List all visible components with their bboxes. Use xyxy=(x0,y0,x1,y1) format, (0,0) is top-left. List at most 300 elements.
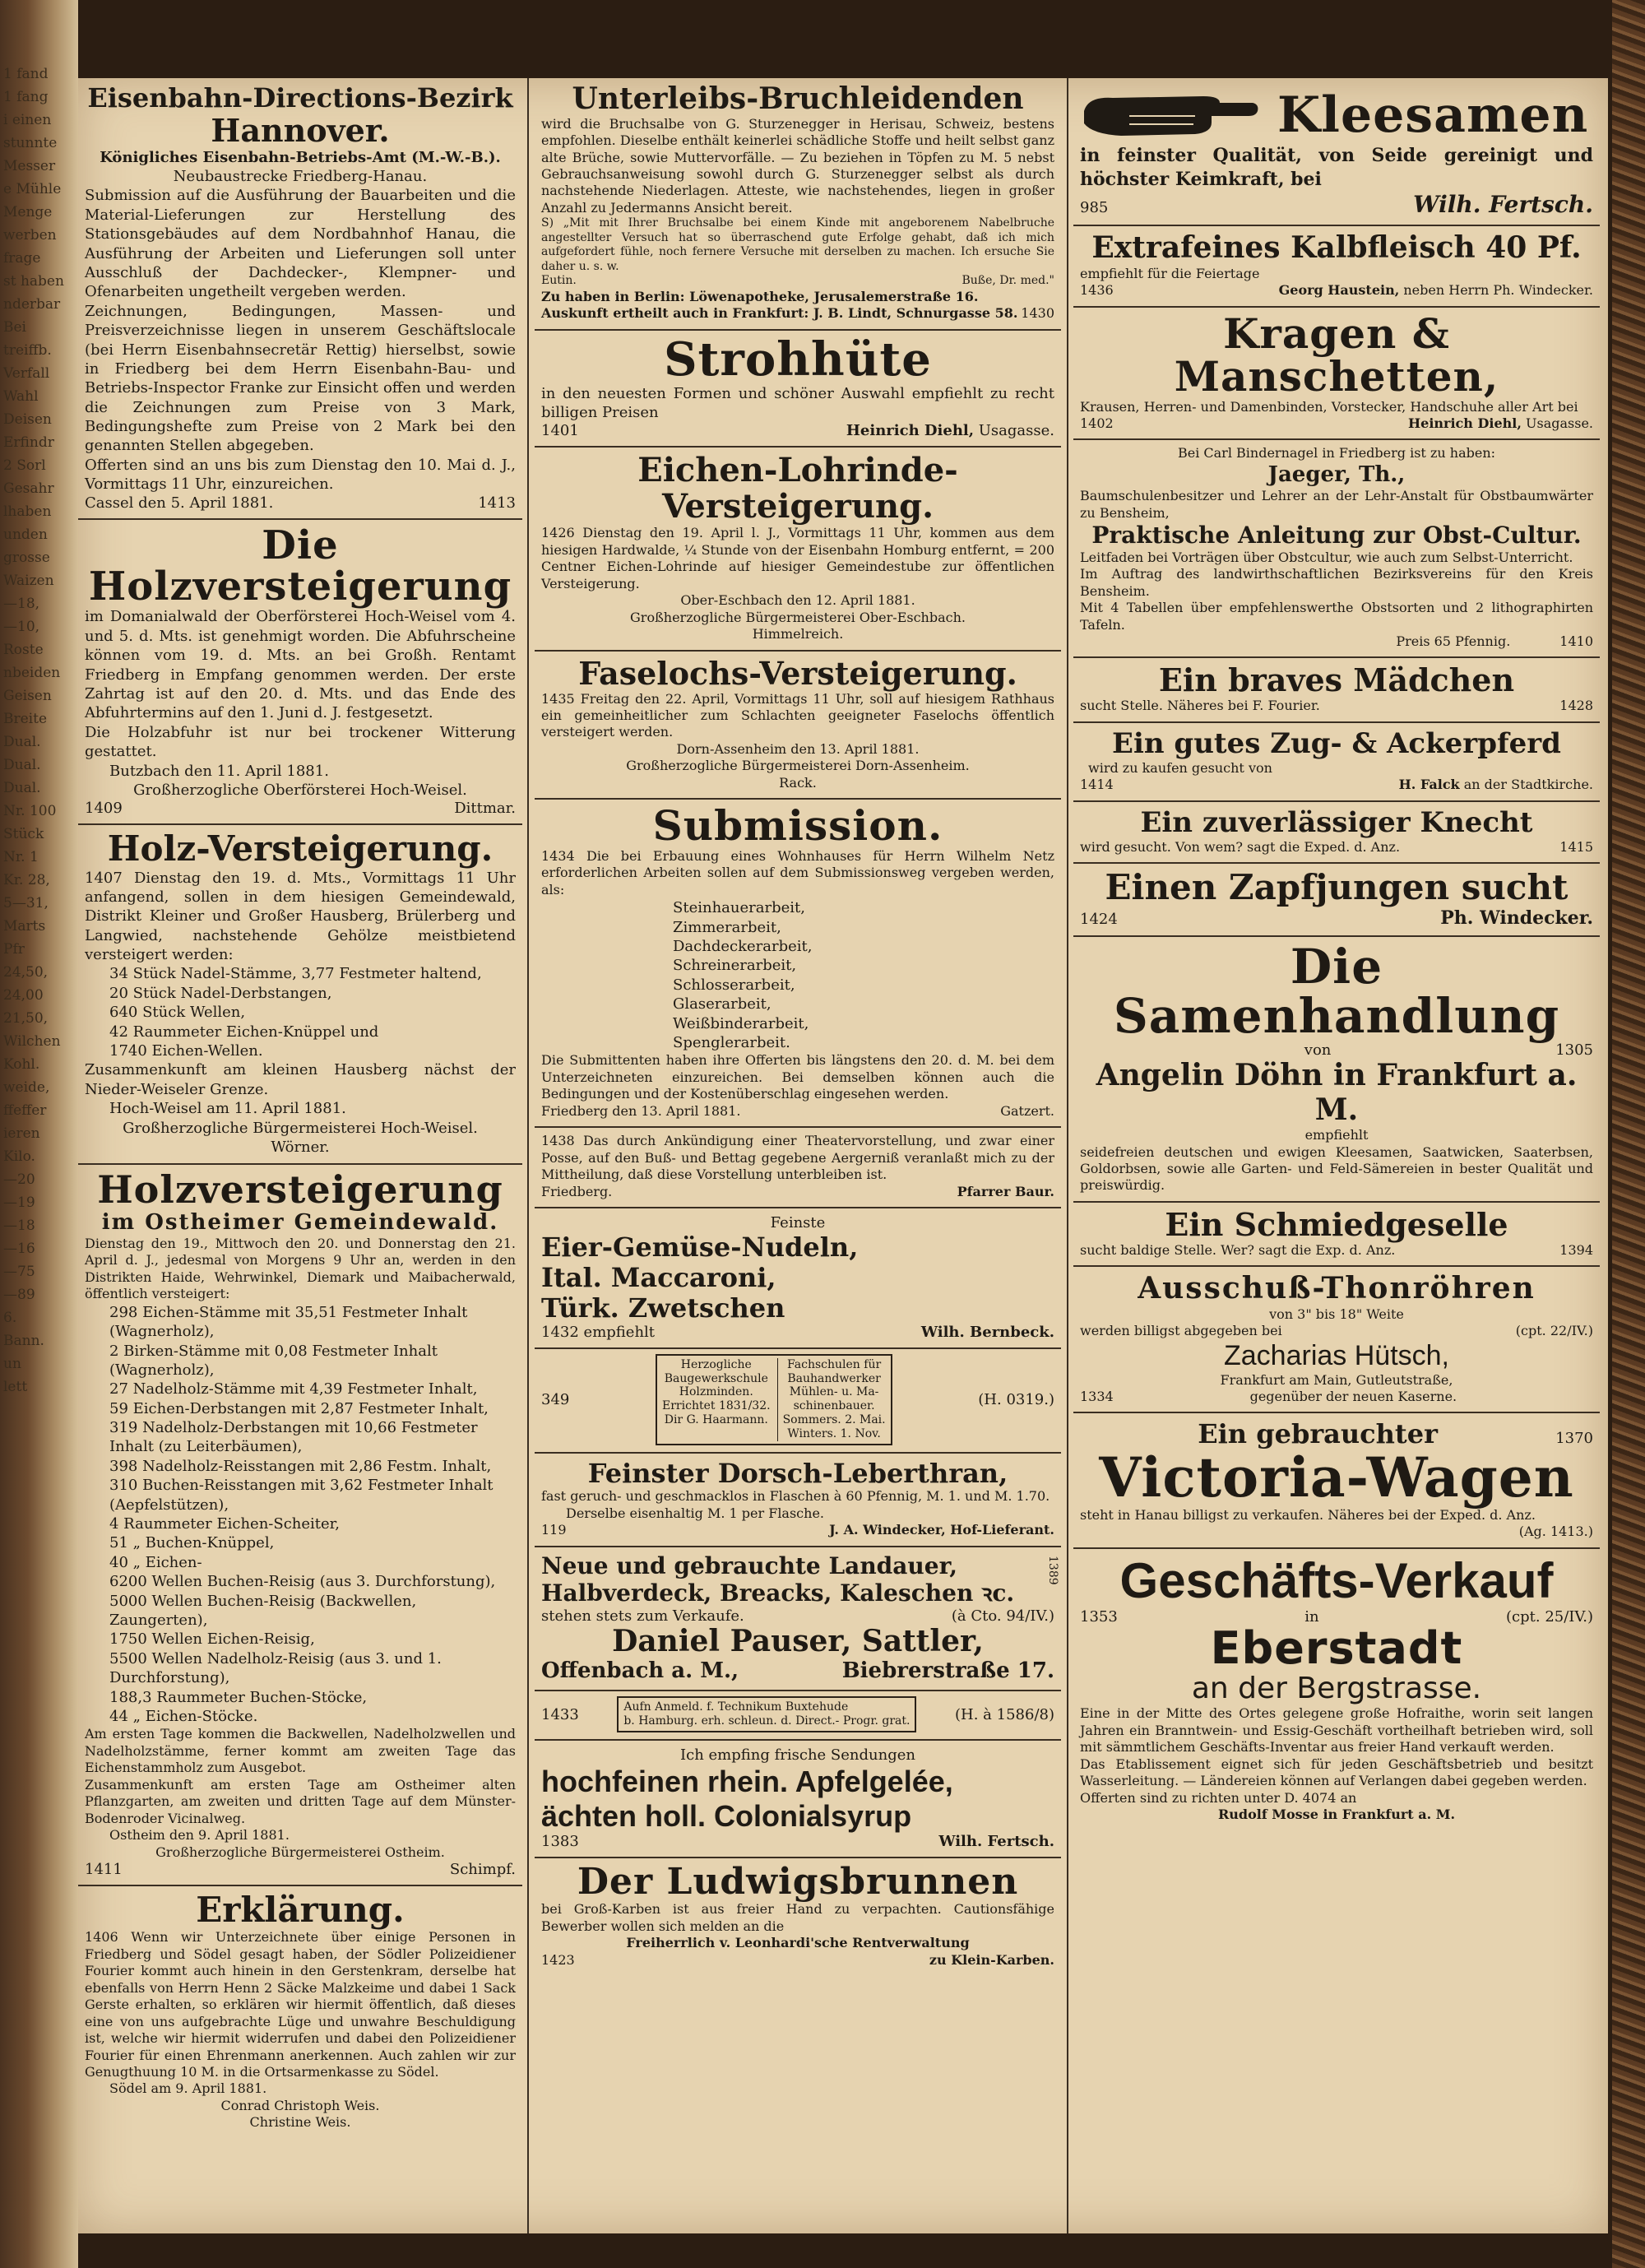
edge-text: —75 xyxy=(3,1264,35,1280)
list-item: 42 Raummeter Eichen-Knüppel und xyxy=(109,1023,379,1041)
ad-baugewerkschule xyxy=(535,1349,1061,1454)
edge-text: Nr. 100 xyxy=(3,803,57,819)
edge-text: Kilo. xyxy=(3,1148,35,1165)
ad-testimonial-sign: Buße, Dr. med." xyxy=(962,274,1054,288)
edge-text: weide, xyxy=(3,1079,50,1096)
ad-knecht xyxy=(1073,802,1600,865)
ad-ludwigsbrunnen xyxy=(535,1858,1061,1975)
book-binding xyxy=(0,0,78,2268)
edge-text: 1 fang xyxy=(3,89,49,105)
ad-eisenbahn xyxy=(78,78,522,520)
list-item: 5500 Wellen Nadelholz-Reisig (aus 3. und 1. Durchforstung), xyxy=(109,1649,442,1687)
column-middle xyxy=(535,78,1061,1975)
edge-text: werben xyxy=(3,227,57,243)
ad-text: in feinster Qualität, von Seide gereinigt und höchster Keimkraft, bei xyxy=(1080,145,1593,190)
ad-number: 1433 xyxy=(541,1705,579,1723)
ad-name: Wilh. Fertsch. xyxy=(938,1833,1054,1851)
box-line: b. Hamburg. erh. schleun. d. Direct.- Progr. grat. xyxy=(623,1714,911,1728)
ad-address: gegenüber der neuen Kaserne. xyxy=(1249,1389,1457,1404)
ad-text: werden billigst abgegeben bei xyxy=(1080,1323,1282,1339)
ad-place-date: Ostheim den 9. April 1881. xyxy=(109,1827,290,1844)
box-line: Errichtet 1831/32. xyxy=(662,1399,771,1413)
ad-text: sucht baldige Stelle. Wer? sagt die Exp. d. Anz. xyxy=(1080,1241,1396,1258)
ad-heading: Faselochs-Versteigerung. xyxy=(578,654,1017,692)
edge-text: e Mühle xyxy=(3,181,62,197)
list-item: Steinhauerarbeit, xyxy=(673,899,805,917)
ad-holzversteigerung-ostheim xyxy=(78,1165,522,1886)
ad-box-left xyxy=(662,1358,771,1441)
ad-maedchen xyxy=(1073,658,1600,722)
edge-text: Nr. 1 xyxy=(3,849,39,865)
ad-eichen-lohrinde xyxy=(535,448,1061,651)
list-item: 20 Stück Nadel-Derbstangen, xyxy=(109,984,332,1002)
ad-number: 1305 xyxy=(1555,1041,1593,1060)
ad-name: H. Falck xyxy=(1398,777,1460,793)
ad-number: 349 xyxy=(541,1390,570,1408)
ad-text: Rudolf Mosse in Frankfurt a. M. xyxy=(1217,1807,1456,1823)
ad-place-date: Cassel den 5. April 1881. xyxy=(85,494,274,512)
ad-text: Submission auf die Ausführung der Bauarbeiten und die Material-Lieferungen zur Herstellung des Stationsgebäudes auf dem Nordbahnhof Hanau, die Ausführung der Arbeiten und Lieferungen soll unter Ausschluß der Dachdecker-, Klempner- und Ofenarbeiten ungetheilt vergeben werden. xyxy=(85,187,516,301)
ad-text: Eine in der Mitte des Ortes gelegene große Hofraithe, worin seit langen Jahren ein Branntwein- und Essig-Geschäft vortheilhaft betrieben wird, soll mit sämmtlichem Geschäfts-Inventar aus freier Hand verkauft werden. xyxy=(1080,1705,1593,1755)
ad-number: 1370 xyxy=(1555,1430,1593,1448)
edge-text: 6. xyxy=(3,1310,17,1326)
ad-testimonial: S) „Mit mit Ihrer Bruchsalbe bei einem Kinde mit angeborenem Nabelbruche angestellter Versuch hat so überraschend gute Erfolge gehabt, daß ich mich aufgefordert fühle, noch fernere Versuche mit derselben zu machen. Ich ersuche Sie daher u. s. w. xyxy=(541,216,1054,273)
list-item: 34 Stück Nadel-Stämme, 3,77 Festmeter haltend, xyxy=(109,965,482,983)
ad-text: wird gesucht. Von wem? sagt die Exped. d. Anz. xyxy=(1080,838,1401,855)
edge-text: Marts xyxy=(3,918,46,935)
ad-reference: (à Cto. 94/IV.) xyxy=(951,1607,1054,1626)
ad-name: Heinrich Diehl, xyxy=(846,422,975,440)
ad-signature: Christine Weis. xyxy=(249,2114,351,2131)
ad-heading: Die Holzversteigerung xyxy=(88,522,512,610)
newspaper-page xyxy=(78,78,1608,2233)
ad-text: Im Auftrag des landwirthschaftlichen Bezirksvereins für den Kreis Bensheim. xyxy=(1080,566,1593,599)
ad-number: 119 xyxy=(541,1522,567,1538)
list-item: 5000 Wellen Buchen-Reisig (Backwellen, Zaungerten), xyxy=(109,1592,417,1629)
ad-box xyxy=(656,1354,892,1445)
edge-text: Roste xyxy=(3,642,44,658)
ad-authority: Großherzogliche Bürgermeisterei Ober-Eschbach. xyxy=(630,609,966,625)
ad-heading: Hannover. xyxy=(211,111,390,149)
ad-number: 1410 xyxy=(1559,633,1593,649)
edge-text: frage xyxy=(3,250,41,267)
edge-text: Kr. 28, xyxy=(3,872,50,888)
ad-leberthran xyxy=(535,1454,1061,1547)
ad-number: 1334 xyxy=(1080,1389,1114,1404)
box-line: Mühlen- u. Ma- xyxy=(789,1385,879,1399)
edge-text: Deisen xyxy=(3,411,52,428)
ad-address: Frankfurt am Main, Gutleutstraße, xyxy=(1220,1371,1453,1388)
ad-text: Dienstag den 19., Mittwoch den 20. und Donnerstag den 21. April d. J., jedesmal von Morgens 9 Uhr an, werden in den Distrikten Haide, Wehrwinkel, Diemark und Maibacherwald, öffentlich versteigert: xyxy=(85,1235,516,1302)
list-item: 6200 Wellen Buchen-Reisig (aus 3. Durchforstung), xyxy=(109,1573,496,1591)
ad-address: Biebrerstraße 17. xyxy=(841,1658,1054,1684)
ad-number: 1401 xyxy=(541,422,579,440)
edge-text: nbeiden xyxy=(3,665,61,681)
ad-heading: Angelin Döhn in Frankfurt a. M. xyxy=(1096,1058,1578,1127)
ad-holz-versteigerung xyxy=(78,825,522,1165)
box-line: Herzogliche xyxy=(680,1357,752,1371)
edge-text: —18 xyxy=(3,1217,35,1234)
ad-reference: (H. à 1586/8) xyxy=(955,1705,1054,1723)
ad-place-date: Butzbach den 11. April 1881. xyxy=(109,762,329,780)
ad-text: Zusammenkunft am ersten Tage am Ostheimer alten Pflanzgarten, am zweiten und dritten Tage auf dem Münster-Bodenroder Vicinalweg. xyxy=(85,1776,516,1826)
edge-text: st haben xyxy=(3,273,64,290)
ad-victoria-wagen xyxy=(1073,1413,1600,1548)
ad-heading: Ein zuverlässiger Knecht xyxy=(1140,805,1533,839)
ad-number: 1432 xyxy=(541,1323,579,1341)
list-item: 51 „ Buchen-Knüppel, xyxy=(109,1534,275,1552)
ad-heading: Ein braves Mädchen xyxy=(1158,661,1515,699)
ad-samenhandlung xyxy=(1073,937,1600,1203)
list-item: Dachdeckerarbeit, xyxy=(673,938,813,955)
ad-heading: Erklärung. xyxy=(196,1890,405,1931)
ad-text: von 3" bis 18" Weite xyxy=(1269,1306,1404,1322)
ad-subheading: Königliches Eisenbahn-Betriebs-Amt (M.-W.-B.). xyxy=(100,148,501,166)
ad-text: seidefreien deutschen und ewigen Kleesamen, Saatwicken, Saaterbsen, Goldorbsen, sowie alle Garten- und Feld-Sämereien in bester Qualität und preiswürdig. xyxy=(1080,1143,1593,1194)
book-cover-edge xyxy=(1612,0,1645,2268)
edge-text: Pfr xyxy=(3,941,25,958)
box-line: Fachschulen für xyxy=(787,1357,882,1371)
box-line: Aufn Anmeld. f. Technikum Buxtehude xyxy=(623,1700,849,1714)
ad-signature: Wörner. xyxy=(271,1138,330,1156)
ad-place-date: Ober-Eschbach den 12. April 1881. xyxy=(680,592,915,609)
ad-text: 1434 Die bei Erbauung eines Wohnhauses für Herrn Wilhelm Netz erforderlichen Arbeiten sollen auf dem Submissionsweg vergeben werden, als: xyxy=(541,847,1054,897)
list-item: 27 Nadelholz-Stämme mit 4,39 Festmeter Inhalt, xyxy=(109,1380,478,1398)
ad-authority: Großherzogliche Bürgermeisterei Ostheim. xyxy=(155,1844,445,1860)
box-line: Baugewerkschule xyxy=(664,1371,768,1385)
edge-text: —89 xyxy=(3,1287,35,1303)
list-item: Zimmerarbeit, xyxy=(673,918,781,936)
edge-text: 24,00 xyxy=(3,987,44,1004)
ad-name: J. A. Windecker, Hof-Lieferant. xyxy=(829,1522,1054,1538)
list-item: Weißbinderarbeit, xyxy=(673,1014,809,1032)
ad-address: Offenbach a. M., xyxy=(541,1658,739,1684)
ad-price: Preis 65 Pfennig. xyxy=(1396,633,1511,649)
ad-schmiedgeselle xyxy=(1073,1203,1600,1267)
ad-strohhuete xyxy=(535,331,1061,448)
edge-text: 21,50, xyxy=(3,1010,49,1027)
ad-number: 1415 xyxy=(1559,838,1593,855)
ad-reference: (cpt. 25/IV.) xyxy=(1506,1607,1593,1626)
edge-text: —16 xyxy=(3,1241,35,1257)
list-item: Spenglerarbeit. xyxy=(673,1033,790,1051)
column-rule xyxy=(1067,78,1068,2233)
ad-number: 1353 xyxy=(1080,1607,1118,1626)
ad-number: 1414 xyxy=(1080,777,1114,793)
ad-number: 1409 xyxy=(85,800,123,818)
ad-item-list xyxy=(541,898,1054,1052)
ad-text: 1435 Freitag den 22. April, Vormittags 11 Uhr, soll auf hiesigem Rathhaus ein gemeinheitlicher zum Schlachten geeigneter Faselochs öffentlich versteigert werden. xyxy=(541,690,1054,740)
ad-heading: Kragen & Manschetten, xyxy=(1174,308,1499,401)
ad-subheading: Neubaustrecke Friedberg-Hanau. xyxy=(173,167,428,185)
ad-text: Baumschulenbesitzer und Lehrer an der Lehr-Anstalt für Obstbaumwärter zu Bensheim, xyxy=(1080,488,1593,521)
column-left xyxy=(78,78,522,2138)
ad-name: Ph. Windecker. xyxy=(1440,907,1593,929)
ad-number: 1411 xyxy=(85,1861,123,1879)
ad-text: Freiherrlich v. Leonhardi'sche Rentverwaltung xyxy=(626,1935,970,1951)
ad-text: Krausen, Herren- und Damenbinden, Vorstecker, Handschuhe aller Art bei xyxy=(1080,398,1578,415)
list-item: Glaserarbeit, xyxy=(673,995,772,1013)
ad-heading: Extrafeines Kalbfleisch 40 Pf. xyxy=(1091,230,1582,266)
ad-place-date: Friedberg den 13. April 1881. xyxy=(541,1102,741,1119)
ad-kragen xyxy=(1073,308,1600,441)
ad-heading: Strohhüte xyxy=(664,332,932,387)
ad-obstcultur xyxy=(1073,440,1600,658)
ad-signature: Rack. xyxy=(779,774,817,791)
ad-signature: Schimpf. xyxy=(449,1861,516,1879)
ad-heading: Victoria-Wagen xyxy=(1099,1445,1574,1510)
ad-heading: Eier-Gemüse-Nudeln, xyxy=(541,1231,859,1264)
ad-signature: Gatzert. xyxy=(1000,1102,1054,1119)
ad-heading: Der Ludwigsbrunnen xyxy=(577,1861,1019,1904)
ad-text: in den neuesten Formen und schöner Auswahl empfiehlt zu recht billigen Preisen xyxy=(541,384,1054,422)
edge-text: Breite xyxy=(3,711,48,727)
ad-name: Daniel Pauser, Sattler, xyxy=(612,1624,984,1659)
edge-text: —20 xyxy=(3,1171,35,1188)
list-item: 59 Eichen-Derbstangen mit 2,87 Festmeter Inhalt, xyxy=(109,1399,489,1417)
box-line: Bauhandwerker xyxy=(787,1371,881,1385)
ad-landauer xyxy=(535,1547,1061,1692)
edge-text: Messer xyxy=(3,158,56,174)
ad-holzversteigerung-hochweisel xyxy=(78,520,522,826)
edge-text: Waizen xyxy=(3,573,54,589)
ad-heading: hochfeinen rhein. Apfelgelée, xyxy=(541,1765,953,1799)
edge-text: i einen xyxy=(3,112,52,128)
ad-erklaerung xyxy=(78,1886,522,2138)
ad-heading: Einen Zapfjungen sucht xyxy=(1105,867,1569,908)
ad-number: 1394 xyxy=(1559,1241,1593,1258)
ad-heading: Praktische Anleitung zur Obst-Cultur. xyxy=(1091,522,1582,550)
edge-text: stunnte xyxy=(3,135,58,151)
ad-heading: Jaeger, Th., xyxy=(1267,461,1406,487)
ad-authority: Großherzogliche Oberförsterei Hoch-Weisel. xyxy=(133,781,467,799)
edge-text: Bann. xyxy=(3,1333,44,1349)
ad-address: neben Herrn Ph. Windecker. xyxy=(1403,282,1593,299)
ad-name: Heinrich Diehl, xyxy=(1408,415,1522,431)
ad-text: steht in Hanau billigst zu verkaufen. Näheres bei der Exped. d. Anz. xyxy=(1080,1506,1536,1523)
ad-faselochs xyxy=(535,652,1061,800)
ad-address: an der Stadtkirche. xyxy=(1463,777,1593,793)
ad-text: Mit 4 Tabellen über empfehlenswerthe Obstsorten und 2 lithographirten Tafeln. xyxy=(1080,600,1593,633)
ad-theater xyxy=(535,1128,1061,1208)
ad-number: 1413 xyxy=(478,494,516,512)
edge-text: Dual. xyxy=(3,780,41,796)
ad-text: Bei Carl Bindernagel in Friedberg ist zu haben: xyxy=(1177,445,1496,461)
ad-text: von xyxy=(1304,1041,1332,1060)
ad-heading: Ein Schmiedgeselle xyxy=(1165,1205,1508,1243)
ad-text: empfiehlt xyxy=(583,1323,656,1341)
ad-reference: (H. 0319.) xyxy=(978,1390,1054,1408)
edge-text: nderbar xyxy=(3,296,61,313)
ad-text: im Domanialwald der Oberförsterei Hoch-Weisel vom 4. und 5. d. Mts. ist genehmigt worden. Die Abfuhrscheine können vom 19. d. Mts. an bei Großh. Rentamt Friedberg in Empfang genommen werden. Der erste Zahrtag ist auf den 20. d. Mts. und das Ende des Abfuhrtermins auf den 1. Juni d. J. festgesetzt. xyxy=(85,608,516,722)
ad-box xyxy=(617,1696,916,1732)
edge-text: Wahl xyxy=(3,388,39,405)
edge-text: ffeffer xyxy=(3,1102,47,1119)
box-line: schinenbauer. xyxy=(793,1399,875,1413)
pointing-hand-icon xyxy=(1080,86,1261,144)
list-item: 2 Birken-Stämme mit 0,08 Festmeter Inhalt (Wagnerholz), xyxy=(109,1342,438,1379)
ad-heading: ächten holl. Colonialsyrup xyxy=(541,1798,912,1833)
ad-text: sucht Stelle. Näheres bei F. Fourier. xyxy=(1080,698,1320,714)
ad-address: Usagasse. xyxy=(978,422,1054,440)
edge-text: 24,50, xyxy=(3,964,49,981)
ad-heading: Unterleibs-Bruchleidenden xyxy=(572,81,1024,116)
ad-place-date: Södel am 9. April 1881. xyxy=(109,2080,267,2097)
ad-subheading: an der Bergstrasse. xyxy=(1191,1672,1482,1706)
ad-name: Georg Haustein, xyxy=(1278,282,1400,299)
edge-text: lett xyxy=(3,1379,28,1395)
edge-text: Geisen xyxy=(3,688,52,704)
ad-technikum xyxy=(535,1691,1061,1741)
ad-name: Wilh. Bernbeck. xyxy=(920,1323,1054,1341)
list-item: Schreinerarbeit, xyxy=(673,957,797,975)
list-item: 310 Buchen-Reisstangen mit 3,62 Festmeter Inhalt (Aepfelstützen), xyxy=(109,1477,494,1514)
ad-heading: Holz-Versteigerung. xyxy=(107,828,494,870)
ad-text: Das Etablissement eignet sich für jeden Geschäftsbetrieb und besitzt Wasserleitung. — Ländereien können auf Verlangen dabei gegeben werden. xyxy=(1080,1755,1593,1789)
ad-heading: Neue und gebrauchte Landauer, xyxy=(541,1551,958,1579)
ad-kalbfleisch xyxy=(1073,226,1600,307)
edge-text: Menge xyxy=(3,204,53,220)
edge-text: Verfall xyxy=(3,365,50,382)
ad-heading: Ital. Maccaroni, xyxy=(541,1262,776,1294)
ad-place-date: Hoch-Weisel am 11. April 1881. xyxy=(109,1100,346,1118)
ad-text: Offerten sind zu richten unter D. 4074 an xyxy=(1080,1789,1357,1806)
ad-heading: Türk. Zwetschen xyxy=(541,1292,785,1324)
ad-address: Usagasse. xyxy=(1526,415,1593,431)
ad-number: 1383 xyxy=(541,1833,579,1851)
list-item: 4 Raummeter Eichen-Scheiter, xyxy=(109,1515,341,1533)
ad-number: 1428 xyxy=(1559,698,1593,714)
box-line: Dir G. Haarmann. xyxy=(664,1413,768,1427)
ad-name: Zacharias Hütsch, xyxy=(1224,1339,1449,1371)
ad-text: 1406 Wenn wir Unterzeichnete über einige Personen in Friedberg und Södel gesagt haben, der Södler Polizeidiener Fourier kommt auch hinein in den Gerstenkram, derselbe hat ebenfalls von Herrn Henn 2 Säcke Malzkeime und dabei 1 Sack Gerste erhalten, so erklären wir hiermit öffentlich, daß dieses eine von uns aufgebrachte Lüge und unwahre Beschuldigung ist, welche wir hiermit widerrufen und dabei den Polizeidiener Fourier für einen Ehrenmann anerkennen. Auch zahlen wir zur Genugthuung 10 M. in die Ortsarmenkasse zu Södel. xyxy=(85,1929,516,2080)
edge-text: Bei xyxy=(3,319,26,336)
edge-text: Dual. xyxy=(3,734,41,750)
list-item: 319 Nadelholz-Derbstangen mit 10,66 Festmeter Inhalt (zu Leiterbäumen), xyxy=(109,1419,478,1456)
ad-box-right xyxy=(777,1358,886,1441)
ad-heading: Die Samenhandlung xyxy=(1113,938,1560,1045)
ad-text: zu Klein-Karben. xyxy=(929,1951,1054,1968)
list-item: 1740 Eichen-Wellen. xyxy=(109,1042,263,1060)
ad-signature: Pfarrer Baur. xyxy=(957,1183,1054,1199)
box-line: Winters. 1. Nov. xyxy=(787,1426,881,1440)
ad-reference: (cpt. 22/IV.) xyxy=(1515,1323,1593,1339)
ad-text: Die Holzabfuhr ist nur bei trockener Witterung gestattet. xyxy=(85,723,516,761)
edge-text: —18, xyxy=(3,596,40,612)
ad-number: 1424 xyxy=(1080,910,1118,928)
ad-number: 1402 xyxy=(1080,415,1114,431)
edge-text: Erfindr xyxy=(3,434,54,451)
ad-number: 1436 xyxy=(1080,282,1114,299)
list-item: 1750 Wellen Eichen-Reisig, xyxy=(109,1630,315,1649)
ad-text: empfiehlt xyxy=(1304,1127,1369,1143)
ad-text: empfiehlt für die Feiertage xyxy=(1080,265,1260,281)
ad-heading: Feinster Dorsch-Leberthran, xyxy=(587,1457,1008,1489)
ad-name: Wilh. Fertsch. xyxy=(1413,191,1593,219)
ad-heading: Kleesamen xyxy=(1277,86,1589,144)
ad-heading: Ausschuß-Thonröhren xyxy=(1138,1271,1536,1306)
edge-text: Gesahr xyxy=(3,480,54,497)
ad-heading: Eisenbahn-Directions-Bezirk xyxy=(87,82,513,114)
ad-thonroehren xyxy=(1073,1267,1600,1413)
edge-text: grosse xyxy=(3,550,50,566)
ad-authority: Großherzogliche Bürgermeisterei Hoch-Weisel. xyxy=(123,1119,478,1137)
ad-text: Zeichnungen, Bedingungen, Massen- und Preisverzeichnisse liegen in unserem Geschäftslocale (bei Herrn Eisenbahnsecretär Rettig) hierselbst, sowie in Friedberg bei dem Herrn Eisenbahn-Bau- und Betriebs-Inspector Franke zur Einsicht offen und werden die Zeichnungen zum Preise von 3 Mark, Bedingungshefte zum Preise von 2 Mark bei den genannten Stellen abgegeben. xyxy=(85,302,516,455)
edge-text: treiffb. xyxy=(3,342,52,359)
list-item: 298 Eichen-Stämme mit 35,51 Festmeter Inhalt (Wagnerholz), xyxy=(109,1303,468,1341)
ad-heading: Geschäfts-Verkauf xyxy=(1119,1552,1554,1608)
ad-number: 1423 xyxy=(541,1951,575,1968)
ad-text: 1426 Dienstag den 19. April l. J., Vormittags 11 Uhr, kommen aus dem hiesigen Hardwalde, ¼ Stunde von der Eisenbahn Homburg entfernt, = 200 Centner Eichen-Lohrinde auf hiesiger Gemeindestube zur öffentlichen Versteigerung. xyxy=(541,525,1054,591)
ad-text: Zu haben in Berlin: Löwenapotheke, Jerusalemerstraße 16. xyxy=(541,288,979,304)
ad-item-list xyxy=(85,1303,516,1727)
edge-text: 2 Sorl xyxy=(3,457,46,474)
ad-place-date: Dorn-Assenheim den 13. April 1881. xyxy=(676,740,920,757)
ad-place-date: Friedberg. xyxy=(541,1183,613,1199)
ad-text: Offerten sind an uns bis zum Dienstag den 10. Mai d. J., Vormittags 11 Uhr, einzureichen. xyxy=(85,456,516,494)
ad-text: bei Groß-Karben ist aus freier Hand zu verpachten. Cautionsfähige Bewerber wollen sich melden an die xyxy=(541,1901,1054,1934)
ad-text: Leitfaden bei Vorträgen über Obstcultur, wie auch zum Selbst-Unterricht. xyxy=(1080,549,1573,565)
edge-text: Stück xyxy=(3,826,44,842)
ad-reference: (Ag. 1413.) xyxy=(1518,1524,1593,1540)
edge-text: lhaben xyxy=(3,503,52,520)
ad-signature: Dittmar. xyxy=(454,800,516,818)
box-line: Holzminden. xyxy=(679,1385,753,1399)
ad-pretext: Feinste xyxy=(770,1214,826,1232)
previous-page-edge xyxy=(0,66,74,1402)
edge-text: unden xyxy=(3,526,48,543)
list-item: Schlosserarbeit, xyxy=(673,976,795,994)
ad-heading: Eichen-Lohrinde-Versteigerung. xyxy=(637,451,958,526)
box-line: Sommers. 2. Mai. xyxy=(782,1413,886,1427)
ad-text: in xyxy=(1304,1607,1319,1626)
ad-subheading: im Ostheimer Gemeindewald. xyxy=(101,1209,499,1235)
ad-text: Derselbe eisenhaltig M. 1 per Flasche. xyxy=(566,1505,824,1521)
ad-number: 1389 xyxy=(1046,1555,1059,1585)
ad-heading: Halbverdeck, Breacks, Kaleschen ꝛc. xyxy=(541,1579,1015,1607)
list-item: 640 Stück Wellen, xyxy=(109,1004,246,1022)
ad-kleesamen xyxy=(1073,78,1600,226)
ad-number: 1430 xyxy=(1021,305,1054,322)
edge-text: un xyxy=(3,1356,21,1372)
ad-text: stehen stets zum Verkaufe. xyxy=(541,1607,744,1626)
ad-geschaefts-verkauf xyxy=(1073,1549,1600,1830)
ad-pretext: Ein gebrauchter xyxy=(1198,1418,1438,1450)
ad-signature: Conrad Christoph Weis. xyxy=(220,2097,380,2113)
list-item: 398 Nadelholz-Reisstangen mit 2,86 Festm. Inhalt, xyxy=(109,1457,492,1475)
edge-text: —10, xyxy=(3,619,40,635)
ad-signature: Himmelreich. xyxy=(752,626,844,642)
ad-text: Auskunft ertheilt auch in Frankfurt: J. B. Lindt, Schnurgasse 58. xyxy=(541,305,1018,322)
ad-text: Die Submittenten haben ihre Offerten bis längstens den 20. d. M. bei dem Unterzeichneten einzureichen. Bei demselben können auch die Bedingungen und der Kostenüberschlag eingesehen werden. xyxy=(541,1052,1054,1102)
edge-text: 1 fand xyxy=(3,66,49,82)
ad-heading: Submission. xyxy=(652,801,943,851)
list-item: 44 „ Eichen-Stöcke. xyxy=(109,1707,258,1725)
ad-bruchsalbe xyxy=(535,78,1061,331)
ad-text: Zusammenkunft am kleinen Hausberg nächst der Nieder-Weiseler Grenze. xyxy=(85,1061,516,1098)
ad-submission xyxy=(535,800,1061,1128)
ad-text: wird die Bruchsalbe von G. Sturzenegger in Herisau, Schweiz, bestens empfohlen. Dieselbe enthält keinerlei schädliche Stoffe und heilt selbst ganz alte Brüche, sowie Muttervorfälle. — Zu beziehen in Töpfen zu M. 5 nebst Gebrauchsanweisung sowohl durch G. Sturzenegger selbst als durch nachstehende Niederlagen. Atteste, wie nachstehendes, liegen in großer Anzahl zu Jedermanns Ansicht bereit. xyxy=(541,115,1054,216)
edge-text: ieren xyxy=(3,1125,40,1142)
ad-ackerpferd xyxy=(1073,723,1600,802)
ad-zapfjungen xyxy=(1073,864,1600,936)
edge-text: Wilchen xyxy=(3,1033,61,1050)
ad-text: Am ersten Tage kommen die Backwellen, Nadelholzwellen und Nadelholzstämme, ferner kommt am zweiten Tage das Eichenstammholz zum Ausgebot. xyxy=(85,1726,516,1776)
column-rule xyxy=(527,78,529,2233)
ad-apfelgelee xyxy=(535,1741,1061,1858)
edge-text: Kohl. xyxy=(3,1056,40,1073)
ad-text: 1407 Dienstag den 19. d. Mts., Vormittags 11 Uhr anfangend, sollen in dem hiesigen Gemeindewald, Distrikt Kleiner und Großer Hausberg, Brülerberg und Langwied, nachstehende Gehölze meistbietend versteigert werden: xyxy=(85,869,516,964)
